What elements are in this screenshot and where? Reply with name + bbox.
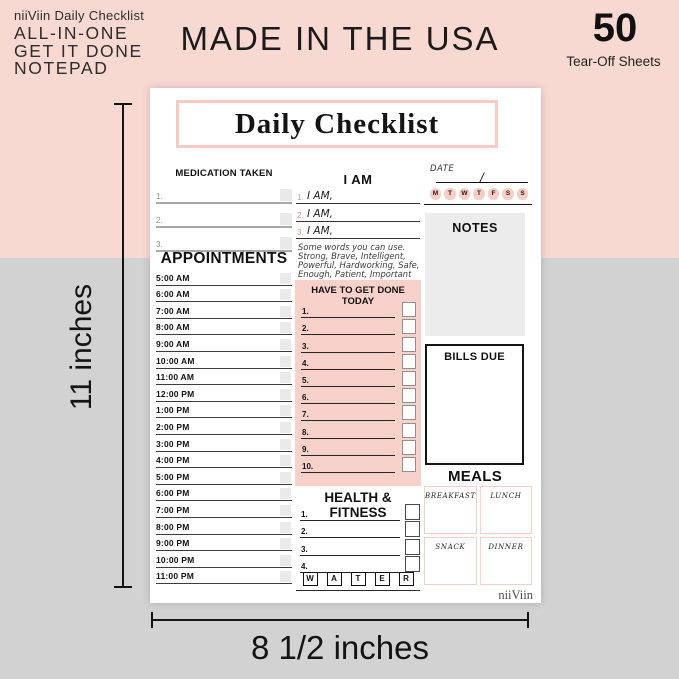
todo-row-number: 10. xyxy=(302,461,314,471)
appointments-list xyxy=(156,269,292,584)
health-row xyxy=(300,538,420,555)
meal-cell: SNACK xyxy=(424,537,477,585)
appointment-row xyxy=(156,452,292,469)
brand-line: NOTEPAD xyxy=(14,58,109,78)
todo-checkbox xyxy=(402,354,416,369)
sheet-title: Daily Checklist xyxy=(234,108,440,140)
appointment-checkbox xyxy=(280,322,291,333)
todo-row xyxy=(301,318,416,335)
todo-checkbox xyxy=(402,457,416,472)
health-row-number: 1. xyxy=(301,510,308,520)
health-row xyxy=(300,521,420,538)
todo-items xyxy=(301,301,416,473)
made-in-usa-text: MADE IN THE USA xyxy=(180,20,500,57)
appointment-checkbox xyxy=(280,472,291,483)
height-measure-cap-bottom xyxy=(114,586,132,588)
weekday-circles xyxy=(426,188,532,200)
appointment-time: 4:00 PM xyxy=(156,455,190,466)
appointment-row xyxy=(156,335,292,352)
todo-section xyxy=(295,280,421,486)
i-am-row xyxy=(296,204,420,221)
appointment-row xyxy=(156,385,292,402)
medication-row xyxy=(156,204,292,228)
width-label: 8 1/2 inches xyxy=(251,629,429,666)
appointment-row xyxy=(156,535,292,552)
todo-row-number: 6. xyxy=(302,393,309,403)
appointment-row xyxy=(156,568,292,585)
sheet-title-box xyxy=(176,100,498,148)
appointment-row xyxy=(156,352,292,369)
todo-section-title: HAVE TO GET DONE TODAY xyxy=(311,285,405,307)
todo-checkbox xyxy=(402,388,416,403)
i-am-row-label: I AM, xyxy=(307,207,334,220)
appointment-time: 2:00 PM xyxy=(156,421,190,432)
medication-row xyxy=(156,228,292,252)
appointment-row xyxy=(156,402,292,419)
todo-row-line xyxy=(301,472,395,473)
appointment-time: 3:00 PM xyxy=(156,438,190,449)
i-am-row-number: 3. xyxy=(297,228,304,238)
appointment-time: 11:00 AM xyxy=(156,372,195,383)
appointment-time: 10:00 AM xyxy=(156,355,195,366)
appointment-checkbox xyxy=(280,488,291,499)
todo-row-number: 9. xyxy=(302,444,309,454)
height-measure-line xyxy=(122,104,124,588)
meals-grid xyxy=(424,486,532,585)
health-row-number: 4. xyxy=(301,561,308,571)
appointment-time: 5:00 AM xyxy=(156,272,190,283)
todo-row xyxy=(301,387,416,404)
appointment-checkbox xyxy=(280,405,291,416)
medication-section-title: MEDICATION TAKEN xyxy=(175,168,273,179)
meal-cell: BREAKFAST xyxy=(424,486,477,534)
appointment-time: 8:00 AM xyxy=(156,322,190,333)
appointment-checkbox xyxy=(280,455,291,466)
medication-checkbox xyxy=(280,189,292,201)
appointment-time: 6:00 PM xyxy=(156,488,190,499)
todo-row xyxy=(301,353,416,370)
health-checkbox xyxy=(405,521,420,537)
meal-cell: DINNER xyxy=(480,537,532,585)
health-items xyxy=(300,504,420,573)
i-am-hint-line: Strong, Brave, Intelligent, xyxy=(298,250,406,261)
width-measure-line xyxy=(152,619,528,621)
appointment-time: 5:00 PM xyxy=(156,471,190,482)
todo-row-number: 8. xyxy=(302,427,309,437)
todo-row-number: 3. xyxy=(302,341,309,351)
brand-line: GET IT DONE xyxy=(14,40,143,61)
todo-row-number: 4. xyxy=(302,358,309,368)
i-am-section-title: I AM xyxy=(343,172,373,187)
appointment-checkbox xyxy=(280,389,291,400)
appointment-checkbox xyxy=(280,372,291,383)
medication-row-number: 1. xyxy=(156,192,163,201)
health-row xyxy=(300,504,420,521)
medication-rows xyxy=(156,180,292,252)
medication-row xyxy=(156,180,292,204)
i-am-hint-line: Powerful, Hardworking, Safe, xyxy=(298,259,420,270)
todo-row xyxy=(301,456,416,473)
todo-row xyxy=(301,439,416,456)
todo-row xyxy=(301,421,416,438)
height-label: 11 inches xyxy=(65,283,98,411)
appointment-checkbox xyxy=(280,306,291,317)
water-underline xyxy=(296,590,420,591)
todo-row xyxy=(301,335,416,352)
todo-row xyxy=(301,404,416,421)
appointment-row xyxy=(156,468,292,485)
appointment-time: 9:00 AM xyxy=(156,338,190,349)
health-row xyxy=(300,556,420,573)
appointment-row xyxy=(156,369,292,386)
i-am-hint-text xyxy=(298,243,420,279)
medication-checkbox xyxy=(280,237,292,249)
appointment-row xyxy=(156,435,292,452)
appointment-time: 12:00 PM xyxy=(156,388,195,399)
appointment-time: 9:00 PM xyxy=(156,538,190,549)
medication-row-number: 3. xyxy=(156,240,163,249)
i-am-hint-line: Enough, Patient, Important xyxy=(298,268,412,279)
appointment-time: 10:00 PM xyxy=(156,554,195,565)
appointment-row xyxy=(156,485,292,502)
appointment-checkbox xyxy=(280,273,291,284)
appointment-checkbox xyxy=(280,505,291,516)
width-measure-cap-left xyxy=(151,612,153,628)
weekday-circle: M xyxy=(430,188,442,200)
appointment-row xyxy=(156,551,292,568)
i-am-row-label: I AM, xyxy=(307,225,334,238)
i-am-row-number: 2. xyxy=(297,210,304,220)
todo-row-number: 1. xyxy=(302,307,309,317)
brand-line: ALL-IN-ONE xyxy=(14,23,129,43)
todo-checkbox xyxy=(402,302,416,317)
todo-checkbox xyxy=(402,405,416,420)
appointment-checkbox xyxy=(280,522,291,533)
bills-due-section xyxy=(425,344,524,465)
weekday-circle: S xyxy=(517,188,529,200)
brand-subtitle: niiViin Daily Checklist xyxy=(14,8,145,23)
water-tracker xyxy=(296,572,420,586)
weekday-circle: T xyxy=(444,188,456,200)
appointment-row xyxy=(156,286,292,303)
bills-due-title: BILLS DUE xyxy=(444,351,505,363)
appointment-time: 7:00 AM xyxy=(156,305,190,316)
health-row-number: 3. xyxy=(301,544,308,554)
appointment-row xyxy=(156,418,292,435)
appointment-row xyxy=(156,302,292,319)
appointment-time: 1:00 PM xyxy=(156,405,190,416)
i-am-row-label: I AM, xyxy=(307,190,334,203)
health-section-title: HEALTH & FITNESS xyxy=(324,490,392,520)
appointment-time: 7:00 PM xyxy=(156,504,190,515)
todo-checkbox xyxy=(402,423,416,438)
height-measure-cap-top xyxy=(114,103,132,105)
todo-checkbox xyxy=(402,319,416,334)
health-checkbox xyxy=(405,539,420,555)
appointment-time: 11:00 PM xyxy=(156,571,194,582)
todo-row-number: 2. xyxy=(302,324,309,334)
notepad-sheet xyxy=(150,88,541,603)
appointment-time: 8:00 PM xyxy=(156,521,190,532)
todo-row-number: 5. xyxy=(302,375,309,385)
weekday-circle: F xyxy=(488,188,500,200)
appointment-time: 6:00 AM xyxy=(156,289,190,300)
appointment-checkbox xyxy=(280,538,291,549)
todo-checkbox xyxy=(402,440,416,455)
i-am-rows xyxy=(296,187,420,239)
todo-checkbox xyxy=(402,337,416,352)
notes-section xyxy=(425,213,525,336)
appointment-checkbox xyxy=(280,356,291,367)
water-letter-box: W xyxy=(303,572,318,586)
meals-section-title: MEALS xyxy=(448,468,502,485)
water-letter-box: E xyxy=(375,572,390,586)
appointment-row xyxy=(156,518,292,535)
appointment-row xyxy=(156,501,292,518)
niiviin-logo: niiViin xyxy=(498,588,533,602)
i-am-row xyxy=(296,187,420,204)
appointments-section-title: APPOINTMENTS xyxy=(160,250,288,267)
appointment-checkbox xyxy=(280,571,291,582)
notes-section-title: NOTES xyxy=(452,221,498,235)
todo-row xyxy=(301,301,416,318)
width-measure-cap-right xyxy=(527,612,529,628)
date-separator: / xyxy=(480,170,484,185)
appointment-row xyxy=(156,269,292,286)
water-letter-box: R xyxy=(399,572,414,586)
appointment-checkbox xyxy=(280,439,291,450)
i-am-row xyxy=(296,222,420,239)
health-row-number: 2. xyxy=(301,527,308,537)
health-checkbox xyxy=(405,556,420,572)
appointment-checkbox xyxy=(280,339,291,350)
weekday-circle: T xyxy=(473,188,485,200)
sheet-count-label: Tear-Off Sheets xyxy=(566,54,661,69)
health-checkbox xyxy=(405,504,420,520)
appointment-row xyxy=(156,319,292,336)
weekday-underline xyxy=(424,204,532,205)
weekday-circle: W xyxy=(459,188,471,200)
todo-checkbox xyxy=(402,371,416,386)
todo-row-number: 7. xyxy=(302,410,309,420)
appointment-checkbox xyxy=(280,555,291,566)
date-label: DATE xyxy=(430,164,455,174)
appointment-checkbox xyxy=(280,289,291,300)
water-letter-box: A xyxy=(327,572,342,586)
todo-row xyxy=(301,370,416,387)
i-am-row-number: 1. xyxy=(297,193,304,203)
date-line xyxy=(436,168,528,183)
sheet-count: 50 xyxy=(592,6,638,50)
appointment-checkbox xyxy=(280,422,291,433)
medication-row-number: 2. xyxy=(156,216,163,225)
medication-checkbox xyxy=(280,213,292,225)
i-am-hint-line: Some words you can use. xyxy=(298,242,406,252)
meal-cell: LUNCH xyxy=(480,486,532,534)
water-letter-box: T xyxy=(351,572,366,586)
weekday-circle: S xyxy=(502,188,514,200)
